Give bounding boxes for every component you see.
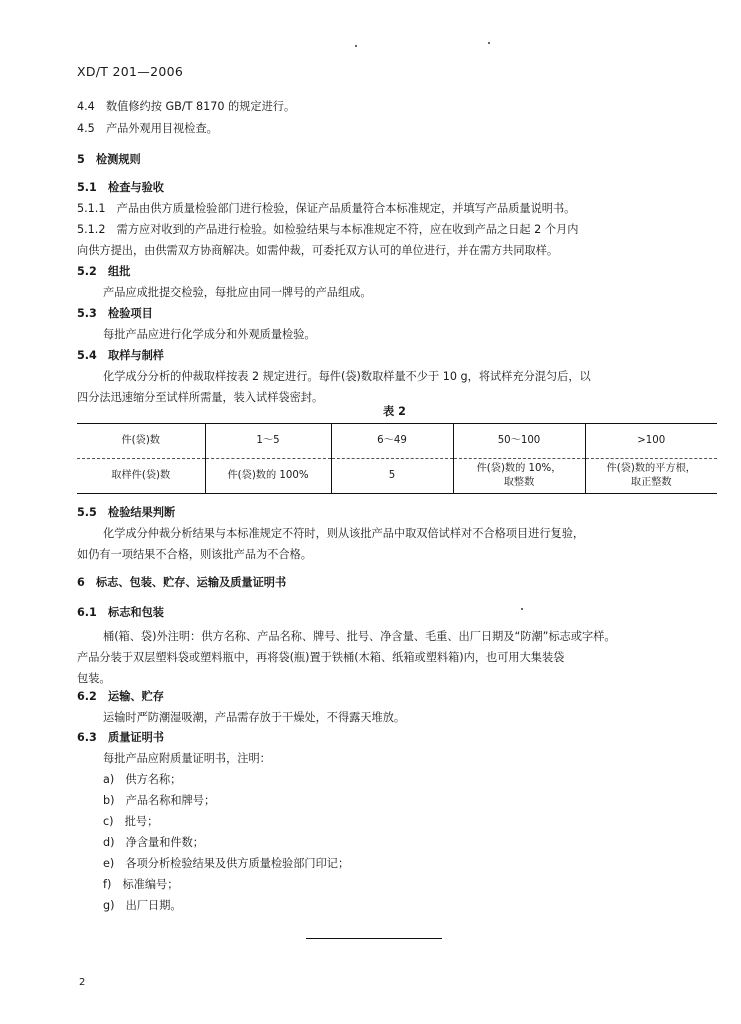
list-item: a) 供方名称； <box>103 773 182 786</box>
clause-5-1-1: 5.1.1 产品由供方质量检验部门进行检验，保证产品质量符合本标准规定，并填写产品质量说明书。 <box>77 202 576 215</box>
clause-6-3-title: 6.3 质量证明书 <box>77 731 164 744</box>
clause-5-1-title: 5.1 检查与验收 <box>77 181 164 194</box>
clause-5-4-body: 化学成分分析的仲裁取样按表 2 规定进行。每件(袋)数取样量不少于 10 g，将试样充分混匀后，以 <box>103 370 591 383</box>
clause-5-4-body-cont: 四分法迅速缩分至试样所需量，装入试样袋密封。 <box>77 391 324 404</box>
end-rule <box>306 938 442 939</box>
table-row <box>77 459 717 494</box>
table-cell-range: 6～49 <box>331 424 453 459</box>
table-cell-range: 50～100 <box>453 424 585 459</box>
clause-5-5-title: 5.5 检验结果判断 <box>77 506 176 519</box>
clause-4-4: 4.4 数值修约按 GB/T 8170 的规定进行。 <box>77 100 296 113</box>
clause-5-2-title: 5.2 组批 <box>77 265 131 278</box>
clause-6-1-body-cont: 产品分装于双层塑料袋或塑料瓶中，再将袋(瓶)置于铁桶(木箱、纸箱或塑料箱)内，也可用大集装袋 <box>77 651 565 664</box>
clause-4-5: 4.5 产品外观用目视检查。 <box>77 122 218 135</box>
table-cell-count: 件(袋)数的 100% <box>205 459 331 494</box>
table-cell-range: 1～5 <box>205 424 331 459</box>
clause-5-1-2: 5.1.2 需方应对收到的产品进行检验。如检验结果与本标准规定不符，应在收到产品之日起 2 个月内 <box>77 223 579 236</box>
clause-5-3-title: 5.3 检验项目 <box>77 307 153 320</box>
table-header-pieces: 件(袋)数 <box>77 424 205 459</box>
page-number: 2 <box>79 977 86 988</box>
table-2-caption: 表 2 <box>383 405 406 418</box>
clause-6-1-body: 桶(箱、袋)外注明：供方名称、产品名称、牌号、批号、净含量、毛重、出厂日期及“防潮”标志或字样。 <box>103 630 616 643</box>
table-2 <box>77 423 717 494</box>
standard-number-header: XD/T 201—2006 <box>77 64 184 79</box>
clause-6-1-body-end: 包装。 <box>77 672 111 685</box>
list-item: f) 标准编号； <box>103 878 179 891</box>
list-item: g) 出厂日期。 <box>103 899 182 912</box>
list-item: b) 产品名称和牌号； <box>103 794 216 807</box>
list-item: d) 净含量和件数； <box>103 836 204 849</box>
scan-speck <box>521 608 523 610</box>
scan-speck <box>355 45 357 47</box>
table-cell-count: 件(袋)数的平方根， 取正整数 <box>585 459 717 494</box>
clause-5-5-body-cont: 如仍有一项结果不合格，则该批产品为不合格。 <box>77 548 312 561</box>
scan-speck <box>488 42 490 44</box>
list-item: c) 批号； <box>103 815 159 828</box>
table-cell-count: 件(袋)数的 10%， 取整数 <box>453 459 585 494</box>
table-cell-count: 5 <box>331 459 453 494</box>
clause-6-3-body: 每批产品应附质量证明书，注明： <box>103 752 271 765</box>
clause-5-4-title: 5.4 取样与制样 <box>77 349 164 362</box>
table-cell-range: >100 <box>585 424 717 459</box>
table-header-sample-count: 取样件(袋)数 <box>111 470 171 481</box>
section-6-title: 6 标志、包装、贮存、运输及质量证明书 <box>77 576 287 589</box>
table-row <box>77 424 717 459</box>
clause-5-2-body: 产品应成批提交检验，每批应由同一牌号的产品组成。 <box>103 286 372 299</box>
clause-6-1-title: 6.1 标志和包装 <box>77 606 164 619</box>
clause-6-2-body: 运输时严防潮湿吸潮，产品需存放于干燥处，不得露天堆放。 <box>103 711 406 724</box>
clause-5-1-2-cont: 向供方提出，由供需双方协商解决。如需仲裁，可委托双方认可的单位进行，并在需方共同取样。 <box>77 244 559 257</box>
list-item: e) 各项分析检验结果及供方质量检验部门印记； <box>103 857 350 870</box>
clause-6-2-title: 6.2 运输、贮存 <box>77 690 164 703</box>
clause-5-3-body: 每批产品应进行化学成分和外观质量检验。 <box>103 328 316 341</box>
section-5-title: 5 检测规则 <box>77 153 141 166</box>
clause-5-5-body: 化学成分仲裁分析结果与本标准规定不符时，则从该批产品中取双倍试样对不合格项目进行复验， <box>103 527 585 540</box>
